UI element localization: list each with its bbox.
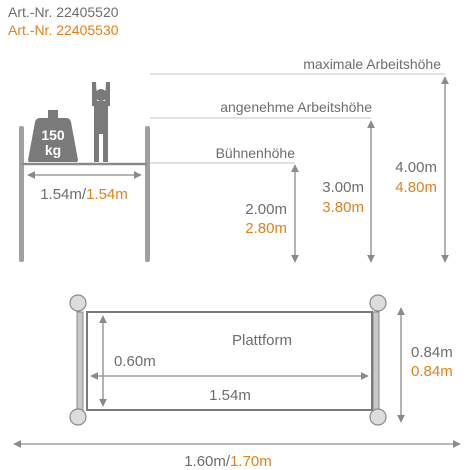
overall-depth-primary: 0.84m bbox=[411, 344, 453, 361]
platform-width-separator: / bbox=[81, 186, 87, 203]
platform-length-label: 1.54m bbox=[209, 387, 251, 404]
max-height-label: maximale Arbeitshöhe bbox=[303, 56, 441, 72]
overall-depth-secondary: 0.84m bbox=[411, 363, 453, 380]
weight-icon bbox=[28, 110, 78, 162]
plan-view bbox=[14, 295, 460, 470]
frame-bar-left bbox=[77, 312, 83, 414]
person-icon bbox=[92, 82, 110, 162]
frame-bar-right bbox=[373, 312, 379, 414]
max-height-secondary: 4.80m bbox=[395, 179, 437, 196]
comfort-height-primary: 3.00m bbox=[322, 179, 364, 196]
elevation-view bbox=[19, 56, 445, 262]
weight-value: 150 bbox=[41, 127, 65, 143]
comfort-height-label: angenehme Arbeitshöhe bbox=[220, 99, 372, 115]
stage-height-secondary: 2.80m bbox=[245, 220, 287, 237]
article-number-secondary: Art.-Nr. 22405530 bbox=[8, 22, 119, 38]
platform-width-secondary: 1.54m bbox=[86, 186, 128, 203]
scaffold-post-right bbox=[145, 126, 150, 262]
overall-length-secondary: 1.70m bbox=[230, 453, 272, 470]
overall-length-primary: 1.60m bbox=[184, 453, 226, 470]
platform-width-label bbox=[40, 186, 128, 203]
overall-length-separator: / bbox=[225, 453, 231, 470]
weight-unit: kg bbox=[44, 142, 62, 158]
platform-depth-label: 0.60m bbox=[114, 353, 156, 370]
overall-length-label bbox=[184, 453, 272, 470]
platform-width-primary: 1.54m bbox=[40, 186, 82, 203]
comfort-height-secondary: 3.80m bbox=[322, 199, 364, 216]
max-height-primary: 4.00m bbox=[395, 159, 437, 176]
article-number-primary: Art.-Nr. 22405520 bbox=[8, 4, 119, 20]
platform-label: Plattform bbox=[231, 332, 293, 349]
stage-height-primary: 2.00m bbox=[245, 201, 287, 218]
stage-height-label: Bühnenhöhe bbox=[215, 145, 295, 161]
scaffold-post-left bbox=[19, 126, 24, 262]
